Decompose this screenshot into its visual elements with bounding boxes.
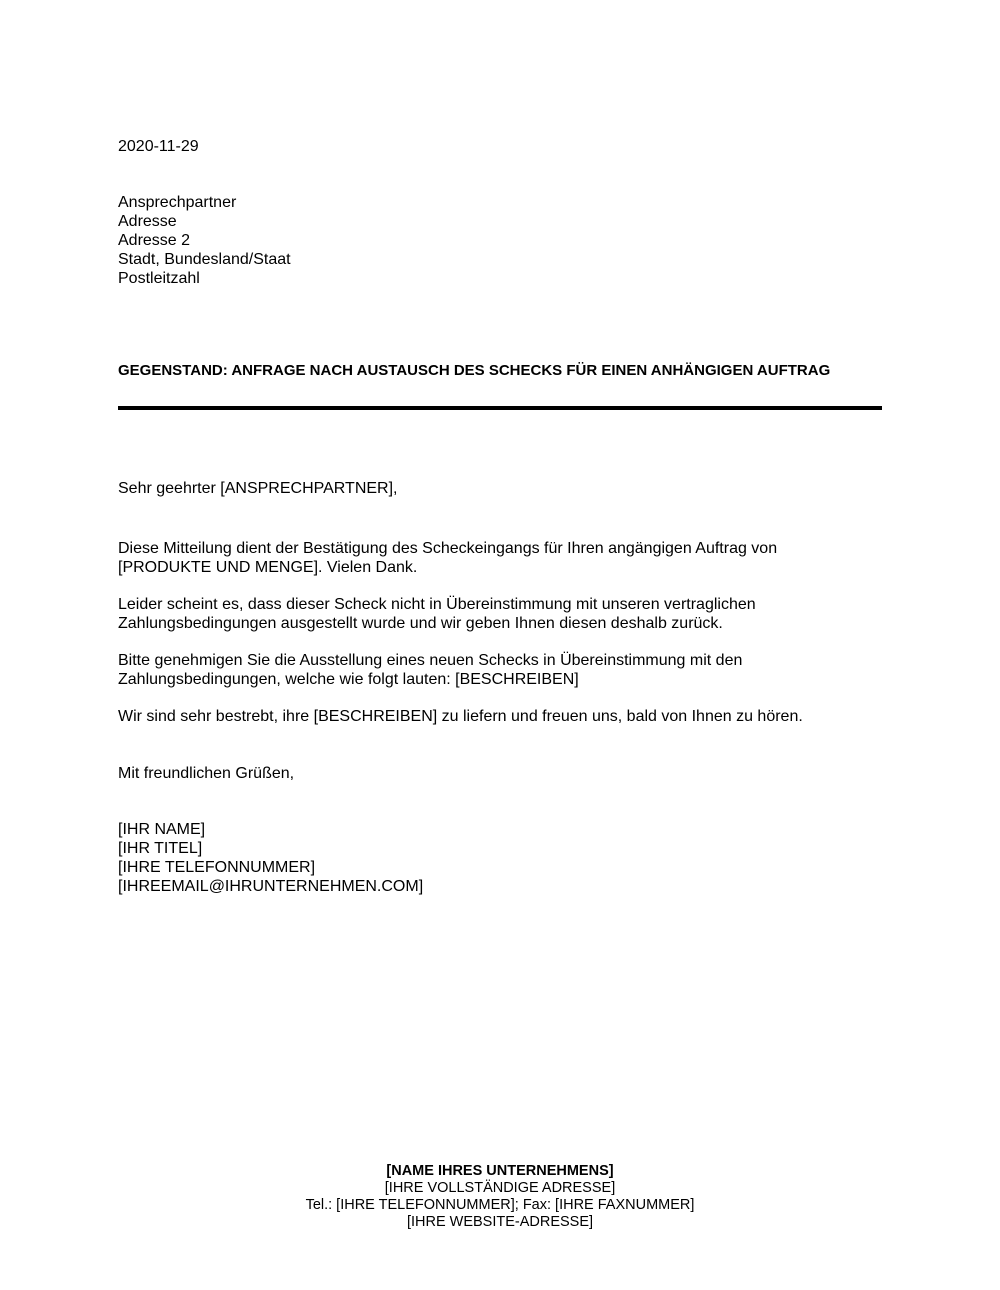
recipient-city-state: Stadt, Bundesland/Staat (118, 251, 291, 268)
signature-phone: [IHRE TELEFONNUMMER] (118, 859, 316, 876)
recipient-address-line-1: Adresse (118, 213, 177, 230)
footer-company-name: [NAME IHRES UNTERNEHMENS] (386, 1163, 614, 1179)
paragraph-line: Zahlungsbedingungen, welche wie folgt lauten: [BESCHREIBEN] (118, 671, 579, 688)
signature-title: [IHR TITEL] (118, 840, 203, 857)
letter-date: 2020-11-29 (118, 138, 199, 155)
footer-address: [IHRE VOLLSTÄNDIGE ADRESSE] (384, 1180, 616, 1196)
paragraph-line: Zahlungsbedingungen ausgestellt wurde und wir geben Ihnen diesen deshalb zurück. (118, 615, 723, 632)
signature-name: [IHR NAME] (118, 821, 206, 838)
recipient-address-line-2: Adresse 2 (118, 232, 191, 249)
recipient-postal-code: Postleitzahl (118, 270, 200, 287)
paragraph-line: Leider scheint es, dass dieser Scheck nicht in Übereinstimmung mit unseren vertraglichen (118, 596, 756, 613)
signature-block (118, 820, 423, 896)
body-paragraph-2 (118, 595, 756, 633)
paragraph-line: [PRODUKTE UND MENGE]. Vielen Dank. (118, 559, 418, 576)
body-paragraph-4 (118, 707, 803, 726)
salutation: Sehr geehrter [ANSPRECHPARTNER], (118, 480, 398, 497)
paragraph-line: Bitte genehmigen Sie die Ausstellung eines neuen Schecks in Übereinstimmung mit den (118, 652, 743, 669)
signature-email: [IHREEMAIL@IHRUNTERNEHMEN.COM] (118, 878, 424, 895)
body-paragraph-3 (118, 651, 742, 689)
company-footer (0, 1163, 1000, 1231)
recipient-name: Ansprechpartner (118, 194, 237, 211)
footer-contact: Tel.: [IHRE TELEFONNUMMER]; Fax: [IHRE FAXNUMMER] (305, 1197, 695, 1213)
recipient-address-block (118, 193, 291, 288)
paragraph-line: Wir sind sehr bestrebt, ihre [BESCHREIBEN] zu liefern und freuen uns, bald von Ihnen zu hören. (118, 708, 803, 725)
subject-heading: GEGENSTAND: ANFRAGE NACH AUSTAUSCH DES SCHECKS FÜR EINEN ANHÄNGIGEN AUFTRAG (118, 362, 831, 379)
closing: Mit freundlichen Grüßen, (118, 765, 295, 782)
subject-divider (118, 406, 882, 410)
body-paragraph-1 (118, 539, 777, 577)
footer-website: [IHRE WEBSITE-ADRESSE] (406, 1214, 594, 1230)
paragraph-line: Diese Mitteilung dient der Bestätigung des Scheckeingangs für Ihren angängigen Auftrag von (118, 540, 778, 557)
